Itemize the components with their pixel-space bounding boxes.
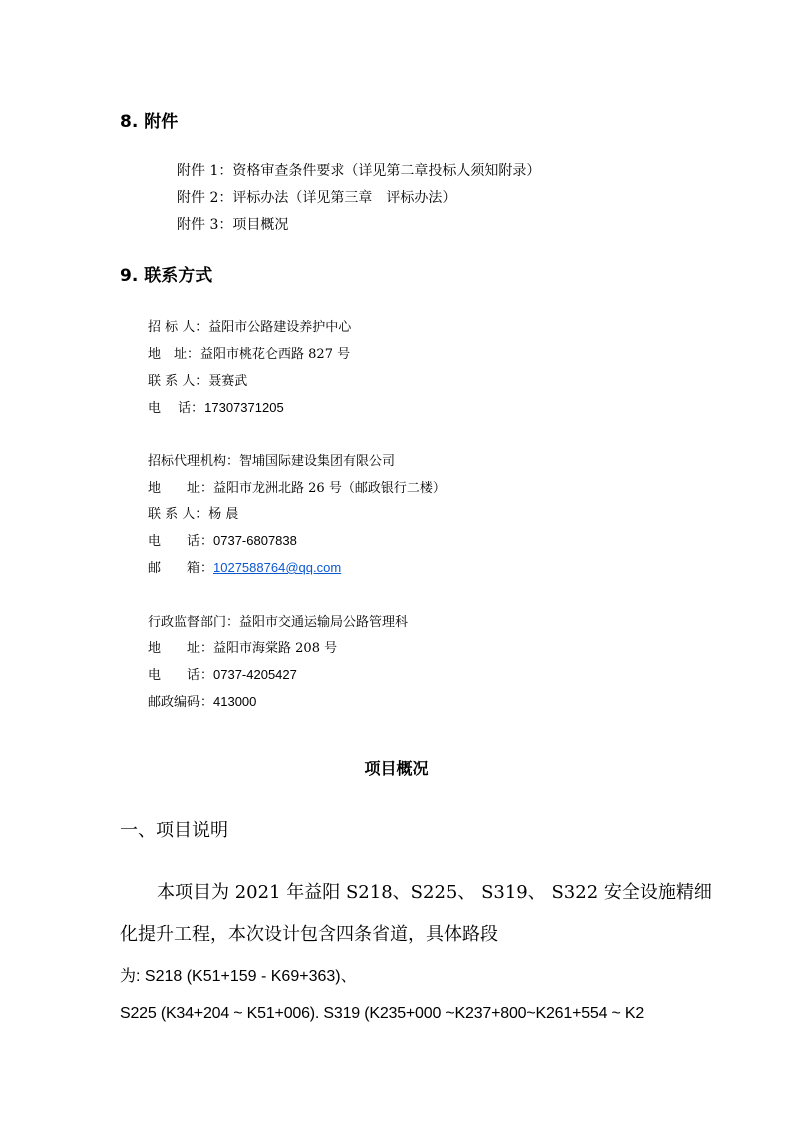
- supervisor-address: 益阳市海棠路 208 号: [213, 641, 338, 656]
- agency-contact: 杨 晨: [208, 507, 239, 522]
- supervisor-postcode-row: [148, 691, 256, 710]
- attachment-1: 附件 1：资格审查条件要求（详见第二章投标人须知附录）: [177, 163, 541, 179]
- agency-email-label: 邮 箱：: [148, 561, 214, 576]
- agency-email-link[interactable]: 1027588764@qq.com: [213, 560, 342, 575]
- agency-email-row: [148, 557, 341, 576]
- overview-paragraph-line-2: 化提升工程，本次设计包含四条省道，具体路段: [120, 924, 498, 945]
- supervisor-name-label: 行政监督部门：: [148, 615, 240, 630]
- agency-contact-label: 联 系 人：: [148, 507, 209, 522]
- agency-name-label: 招标代理机构：: [148, 454, 240, 469]
- supervisor-phone-row: [148, 664, 297, 683]
- tenderer-address-label: 地 址：: [148, 347, 201, 362]
- agency-address-label: 地 址：: [148, 481, 214, 496]
- overview-paragraph-line-1: 本项目为 2021 年益阳 S218、S225、 S319、 S322 安全设施精细: [157, 882, 712, 903]
- supervisor-phone-label: 电 话：: [148, 668, 214, 683]
- section-9-heading: 9. 联系方式: [120, 266, 213, 286]
- agency-phone-label: 电 话：: [148, 534, 214, 549]
- overview-segment-line-4: S225 (K34+204 ~ K51+006). S319 (K235+000 ~K237+800~K261+554 ~ K2: [120, 1005, 645, 1022]
- tenderer-contact-label: 联 系 人：: [148, 374, 209, 389]
- section-8-heading: 8. 附件: [120, 112, 179, 132]
- tenderer-address: 益阳市桃花仑西路 827 号: [200, 347, 351, 362]
- tenderer-phone-label: 电 话：: [148, 401, 205, 416]
- agency-contact-row: [148, 503, 238, 522]
- supervisor-postcode-label: 邮政编码：: [148, 695, 214, 710]
- tenderer-contact-row: [148, 370, 247, 389]
- tenderer-phone-row: [148, 397, 284, 416]
- tenderer-name: 益阳市公路建设养护中心: [208, 320, 352, 335]
- supervisor-postcode: 413000: [213, 694, 257, 709]
- tenderer-phone: 17307371205: [204, 400, 284, 415]
- tenderer-address-row: [148, 343, 350, 362]
- supervisor-name-row: [148, 611, 408, 630]
- attachment-3: 附件 3：项目概况: [177, 217, 289, 233]
- tenderer-contact: 聂赛武: [208, 374, 248, 389]
- agency-name-row: [148, 450, 395, 469]
- supervisor-phone: 0737-4205427: [213, 667, 297, 682]
- supervisor-name: 益阳市交通运输局公路管理科: [239, 615, 409, 630]
- overview-segment-line-3: 为: S218 (K51+159 - K69+363)、: [120, 968, 357, 985]
- overview-title: 项目概况: [364, 759, 429, 778]
- attachment-2: 附件 2：评标办法（详见第三章 评标办法）: [177, 190, 457, 206]
- agency-address: 益阳市龙洲北路 26 号（邮政银行二楼）: [213, 481, 446, 496]
- tenderer-name-label: 招 标 人：: [148, 320, 209, 335]
- agency-phone: 0737-6807838: [213, 533, 297, 548]
- overview-subheading: 一、项目说明: [120, 820, 228, 841]
- agency-name: 智埔国际建设集团有限公司: [239, 454, 396, 469]
- tenderer-name-row: [148, 316, 351, 335]
- agency-address-row: [148, 477, 446, 496]
- supervisor-address-row: [148, 637, 337, 656]
- supervisor-address-label: 地 址：: [148, 641, 214, 656]
- agency-phone-row: [148, 530, 297, 549]
